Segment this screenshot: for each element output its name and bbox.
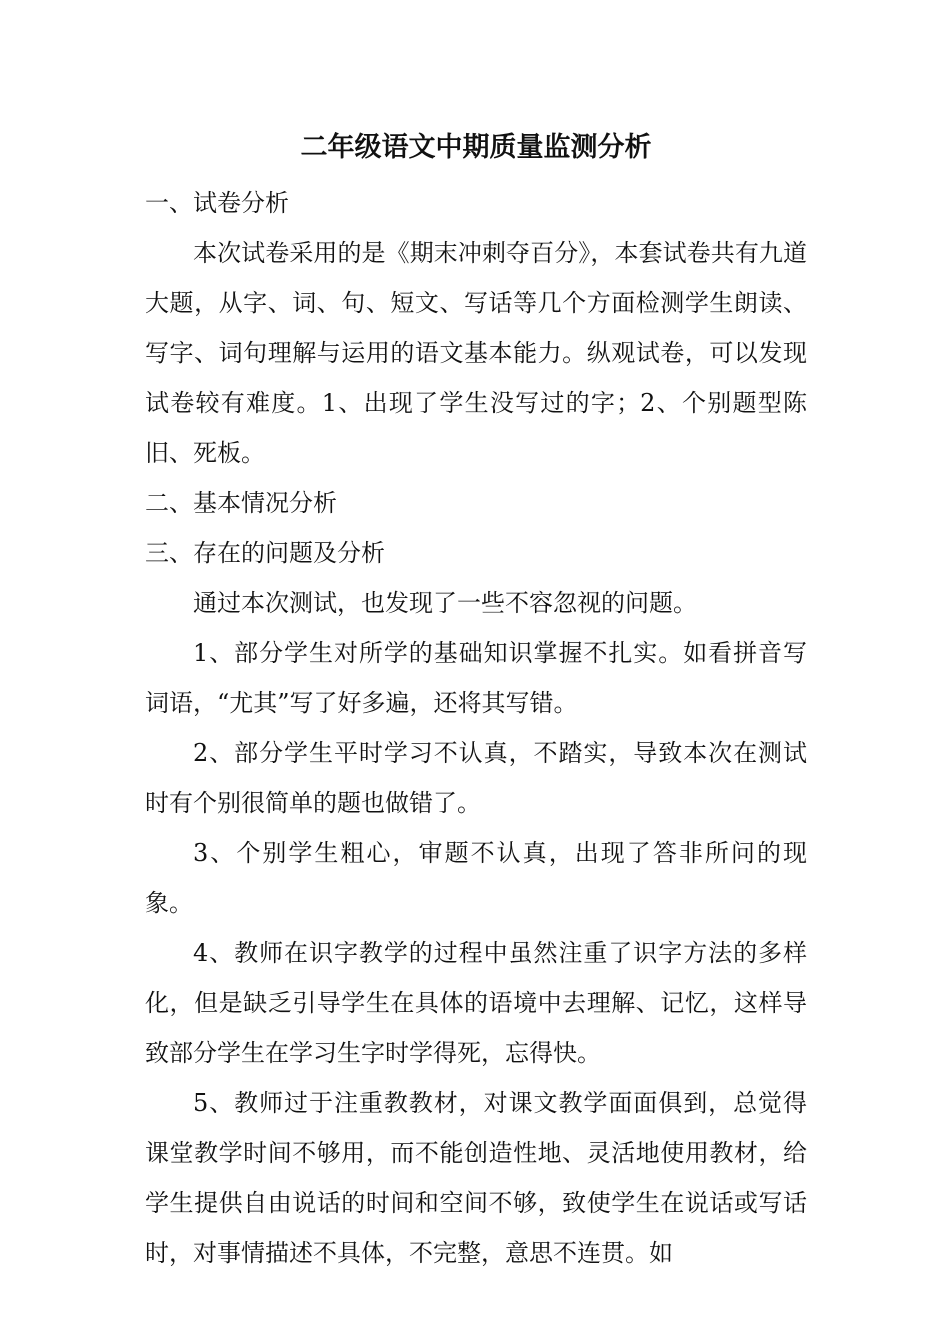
paragraph-problem-1: 1、部分学生对所学的基础知识掌握不扎实。如看拼音写词语，“尤其”写了好多遍，还将其写错。 (145, 639, 807, 717)
section-heading-basic-situation: 二、基本情况分析 (145, 489, 337, 517)
paragraph-paper-description: 本次试卷采用的是《期末冲刺夺百分》，本套试卷共有九道大题，从字、词、句、短文、写话等几个方面检测学生朗读、写字、词句理解与运用的语文基本能力。纵观试卷，可以发现试卷较有难度。1、出现了学生没写过的字；2、个别题型陈旧、死板。 (145, 239, 807, 467)
paragraph-problems-intro: 通过本次测试，也发现了一些不容忽视的问题。 (193, 589, 697, 617)
section-heading-problems: 三、存在的问题及分析 (145, 539, 385, 567)
paragraph-problem-2: 2、部分学生平时学习不认真，不踏实，导致本次在测试时有个别很简单的题也做错了。 (145, 739, 807, 817)
document-body (145, 178, 807, 1278)
document-title: 二年级语文中期质量监测分析 (300, 132, 652, 163)
paragraph-problem-5: 5、教师过于注重教教材，对课文教学面面俱到，总觉得课堂教学时间不够用，而不能创造性地、灵活地使用教材，给学生提供自由说话的时间和空间不够，致使学生在说话或写话时，对事情描述不具体，不完整，意思不连贯。如 (145, 1089, 807, 1267)
paragraph-problem-3: 3、个别学生粗心，审题不认真，出现了答非所问的现象。 (145, 839, 807, 917)
paragraph-problem-4: 4、教师在识字教学的过程中虽然注重了识字方法的多样化，但是缺乏引导学生在具体的语境中去理解、记忆，这样导致部分学生在学习生字时学得死，忘得快。 (145, 939, 807, 1067)
section-heading-paper-analysis: 一、试卷分析 (145, 189, 289, 217)
